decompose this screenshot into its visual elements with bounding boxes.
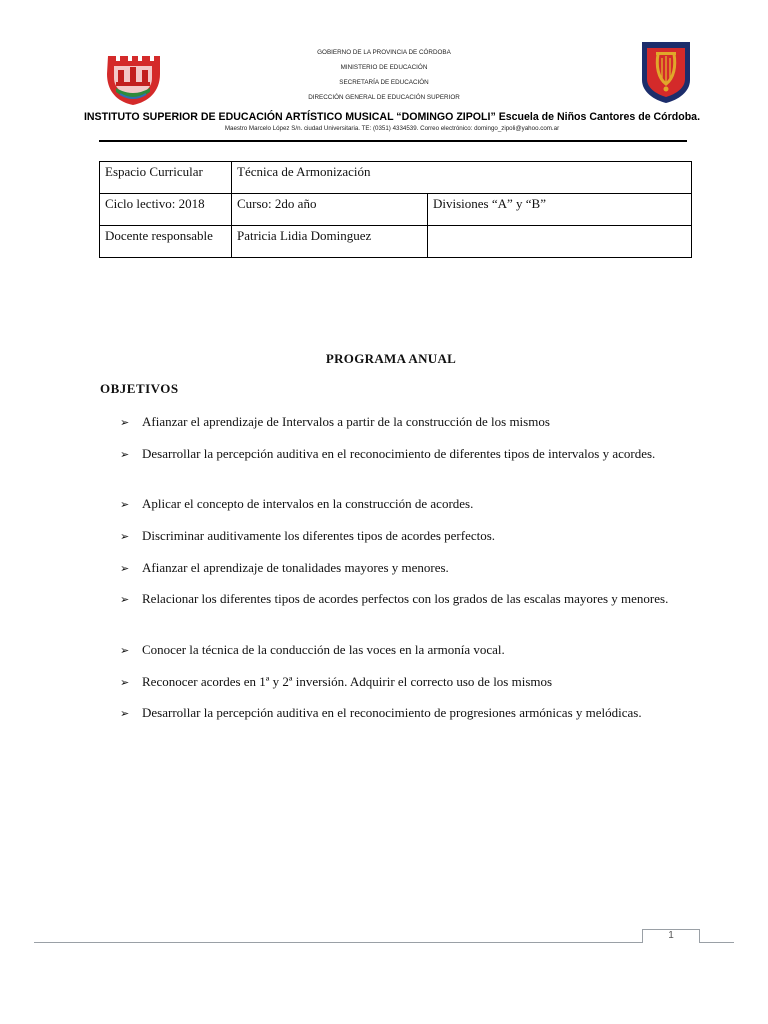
footer-divider xyxy=(34,942,734,943)
header-line-government: GOBIERNO DE LA PROVINCIA DE CÓRDOBA xyxy=(317,49,451,56)
table-cell: Divisiones “A” y “B” xyxy=(428,194,692,226)
list-item xyxy=(120,672,680,692)
objective-text: Conocer la técnica de la conducción de las voces en la armonía vocal. xyxy=(142,642,505,657)
header-line-secretariat: SECRETARÍA DE EDUCACIÓN xyxy=(339,79,429,86)
objective-text: Discriminar auditivamente los diferentes tipos de acordes perfectos. xyxy=(142,528,496,543)
table-cell xyxy=(428,226,692,258)
arrow-bullet-icon: ➢ xyxy=(120,498,130,511)
program-title: PROGRAMA ANUAL xyxy=(325,351,457,366)
arrow-bullet-icon: ➢ xyxy=(120,593,130,606)
objective-text: Aplicar el concepto de intervalos en la construcción de acordes. xyxy=(142,496,474,511)
list-item xyxy=(120,412,680,432)
table-cell: Curso: 2do año xyxy=(232,194,428,226)
objective-text: Desarrollar la percepción auditiva en el reconocimiento de progresiones armónicas y melódicas. xyxy=(142,705,642,720)
objective-text: Desarrollar la percepción auditiva en el reconocimiento de diferentes tipos de intervalos y acordes. xyxy=(142,446,656,461)
table-cell: Docente responsable xyxy=(100,226,232,258)
header-line-direction: DIRECCIÓN GENERAL DE EDUCACIÓN SUPERIOR xyxy=(308,94,460,101)
arrow-bullet-icon: ➢ xyxy=(120,448,130,461)
arrow-bullet-icon: ➢ xyxy=(120,416,130,429)
arrow-bullet-icon: ➢ xyxy=(120,676,130,689)
list-item xyxy=(120,494,680,514)
page-number: 1 xyxy=(668,930,674,941)
institute-title: INSTITUTO SUPERIOR DE EDUCACIÓN ARTÍSTICO MUSICAL “DOMINGO ZIPOLI” Escuela de Niños Cantores de Córdoba. xyxy=(83,111,701,123)
table-cell: Técnica de Armonización xyxy=(232,162,692,194)
list-item xyxy=(120,589,680,609)
objective-text: Afianzar el aprendizaje de tonalidades mayores y menores. xyxy=(142,560,449,575)
course-info-table xyxy=(99,161,692,258)
arrow-bullet-icon: ➢ xyxy=(120,530,130,543)
objective-text: Relacionar los diferentes tipos de acordes perfectos con los grados de las escalas mayores y menores. xyxy=(142,591,669,606)
table-row xyxy=(100,162,692,194)
objectives-heading: OBJETIVOS xyxy=(100,381,179,396)
list-item xyxy=(120,703,680,723)
objective-text: Afianzar el aprendizaje de Intervalos a partir de la construcción de los mismos xyxy=(142,414,550,429)
arrow-bullet-icon: ➢ xyxy=(120,707,130,720)
list-item xyxy=(120,558,680,578)
arrow-bullet-icon: ➢ xyxy=(120,562,130,575)
header-divider xyxy=(99,140,687,142)
table-row xyxy=(100,194,692,226)
table-cell: Patricia Lidia Dominguez xyxy=(232,226,428,258)
institute-address: Maestro Marcelo López S/n. ciudad Universitaria. TE: (0351) 4334539. Correo electrónico: domingo_zipoli@yahoo.com.ar xyxy=(224,125,560,132)
objective-text: Reconocer acordes en 1ª y 2ª inversión. Adquirir el correcto uso de los mismos xyxy=(142,674,553,689)
list-item xyxy=(120,444,680,464)
table-cell: Espacio Curricular xyxy=(100,162,232,194)
arrow-bullet-icon: ➢ xyxy=(120,644,130,657)
header-line-ministry: MINISTERIO DE EDUCACIÓN xyxy=(340,64,428,71)
table-row xyxy=(100,226,692,258)
list-item xyxy=(120,526,680,546)
list-item xyxy=(120,640,680,660)
table-cell: Ciclo lectivo: 2018 xyxy=(100,194,232,226)
